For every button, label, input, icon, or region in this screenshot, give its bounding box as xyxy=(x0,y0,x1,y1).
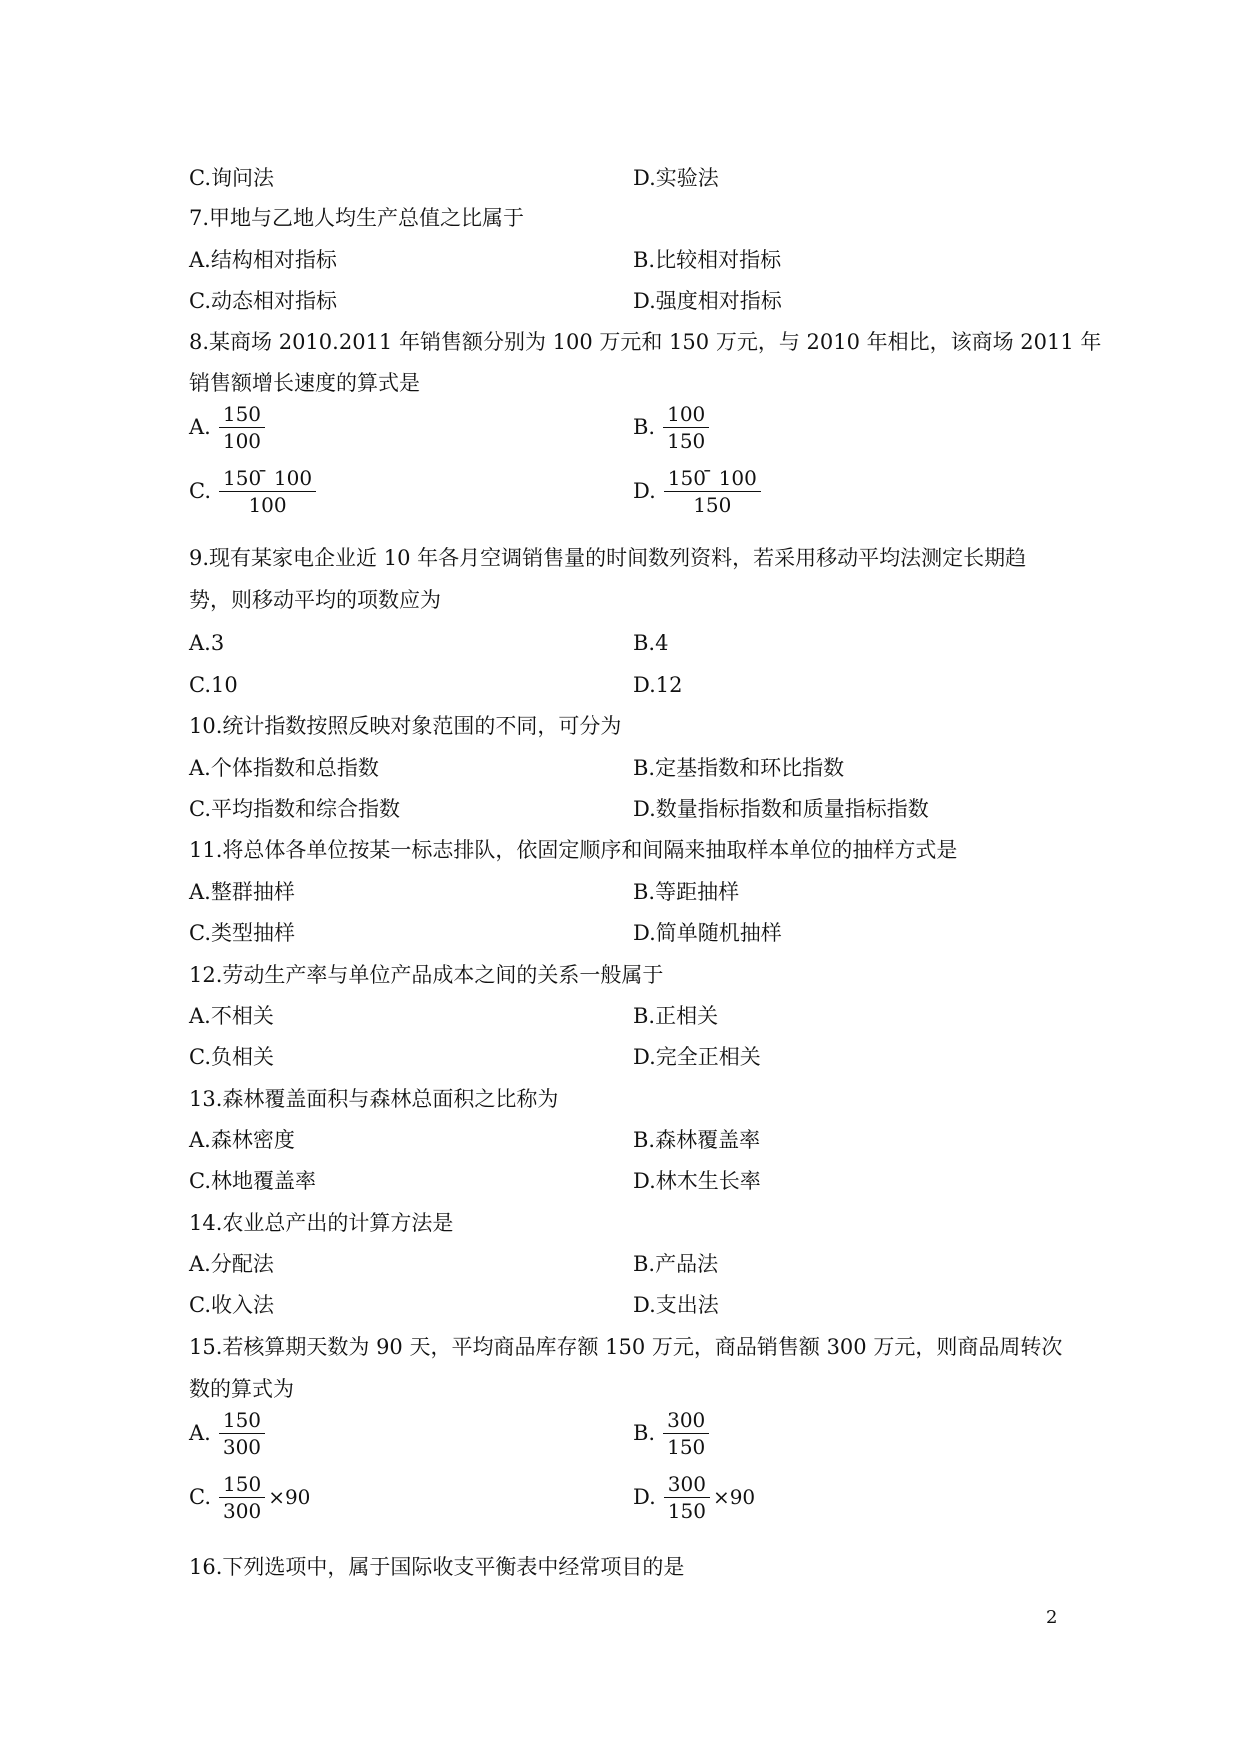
option-d: D.数量指标指数和质量指标指数 xyxy=(633,797,929,821)
option-row xyxy=(189,1125,1069,1157)
numerator: 300 xyxy=(664,1471,710,1498)
option-c: C.收入法 xyxy=(189,1293,274,1317)
question-13: 13.森林覆盖面积与森林总面积之比称为 xyxy=(189,1087,559,1111)
denominator: 150 xyxy=(667,428,706,453)
option-b: B.正相关 xyxy=(633,1004,719,1028)
option-row xyxy=(189,1166,1069,1198)
option-b: B.定基指数和环比指数 xyxy=(633,756,845,780)
formula-option-row xyxy=(189,460,1069,522)
option-row xyxy=(189,163,1069,195)
question-12: 12.劳动生产率与单位产品成本之间的关系一般属于 xyxy=(189,963,664,987)
question-9-line-1: 9.现有某家电企业近 10 年各月空调销售量的时间数列资料，若采用移动平均法测定长期趋 xyxy=(189,546,1027,570)
formula-option-c xyxy=(189,1466,310,1528)
option-row xyxy=(189,877,1069,909)
numerator: 150 xyxy=(219,1471,265,1498)
option-letter: B. xyxy=(633,1421,656,1445)
fraction xyxy=(664,465,761,518)
option-row xyxy=(189,286,1069,318)
question-11: 11.将总体各单位按某一标志排队，依固定顺序和间隔来抽取样本单位的抽样方式是 xyxy=(189,838,958,862)
option-d: D.完全正相关 xyxy=(633,1045,761,1069)
option-letter: B. xyxy=(633,415,656,439)
denominator: 300 xyxy=(222,1434,262,1459)
option-c: C.平均指数和综合指数 xyxy=(189,797,400,821)
numerator: 300 xyxy=(663,1407,709,1434)
denominator: 100 xyxy=(248,492,287,517)
option-letter: C. xyxy=(189,1485,211,1509)
question-14: 14.农业总产出的计算方法是 xyxy=(189,1211,454,1235)
formula-option-b xyxy=(633,396,709,458)
option-c: C.负相关 xyxy=(189,1045,274,1069)
option-b: B.比较相对指标 xyxy=(633,248,782,272)
option-row xyxy=(189,753,1069,785)
numerator: 150 xyxy=(219,1407,265,1434)
option-letter: A. xyxy=(189,415,211,439)
formula-option-row xyxy=(189,396,1069,458)
fraction xyxy=(219,465,316,518)
option-c: C.林地覆盖率 xyxy=(189,1169,316,1193)
formula-option-a xyxy=(189,396,265,458)
fraction xyxy=(664,1471,710,1524)
option-d: D.强度相对指标 xyxy=(633,289,782,313)
numerator: 150 ̄ 100 xyxy=(219,465,316,492)
page-number: 2 xyxy=(1046,1607,1058,1628)
option-row xyxy=(189,794,1069,826)
multiplier: ×90 xyxy=(712,1485,756,1509)
option-a: A.3 xyxy=(189,631,225,655)
option-row xyxy=(189,670,1069,702)
option-d: D.简单随机抽样 xyxy=(633,921,782,945)
option-b: B.森林覆盖率 xyxy=(633,1128,761,1152)
denominator: 150 xyxy=(667,1498,706,1523)
option-a: A.结构相对指标 xyxy=(189,248,337,272)
formula-option-c xyxy=(189,460,316,522)
question-16: 16.下列选项中，属于国际收支平衡表中经常项目的是 xyxy=(189,1555,685,1579)
option-letter: D. xyxy=(633,1485,656,1509)
fraction xyxy=(663,1407,709,1460)
option-a: A.分配法 xyxy=(189,1252,274,1276)
formula-option-row xyxy=(189,1402,1069,1464)
question-15-line-2: 数的算式为 xyxy=(189,1377,294,1401)
denominator: 300 xyxy=(223,1498,262,1523)
option-c: C.询问法 xyxy=(189,166,274,190)
option-c: C.10 xyxy=(189,673,238,697)
multiplier: ×90 xyxy=(268,1485,311,1509)
formula-option-d xyxy=(633,1466,755,1528)
option-b: B.4 xyxy=(633,631,669,655)
option-letter: C. xyxy=(189,479,211,503)
question-8-line-2: 销售额增长速度的算式是 xyxy=(189,371,420,395)
question-10: 10.统计指数按照反映对象范围的不同，可分为 xyxy=(189,714,622,738)
option-a: A.森林密度 xyxy=(189,1128,295,1152)
option-row xyxy=(189,245,1069,277)
denominator: 100 xyxy=(222,428,262,453)
denominator: 150 xyxy=(667,1434,706,1459)
option-d: D.支出法 xyxy=(633,1293,719,1317)
fraction xyxy=(663,401,709,454)
question-7: 7.甲地与乙地人均生产总值之比属于 xyxy=(189,206,525,230)
option-row xyxy=(189,1290,1069,1322)
option-letter: A. xyxy=(189,1421,211,1445)
denominator: 150 xyxy=(693,492,732,517)
fraction xyxy=(219,1407,265,1460)
option-row xyxy=(189,1249,1069,1281)
fraction xyxy=(219,1471,265,1524)
option-letter: D. xyxy=(633,479,656,503)
option-row xyxy=(189,918,1069,950)
option-row xyxy=(189,628,1069,660)
option-row xyxy=(189,1042,1069,1074)
numerator: 150 ̄ 100 xyxy=(664,465,761,492)
option-c: C.类型抽样 xyxy=(189,921,295,945)
question-15-line-1: 15.若核算期天数为 90 天，平均商品库存额 150 万元，商品销售额 300 万元，则商品周转次 xyxy=(189,1335,1063,1359)
option-a: A.个体指数和总指数 xyxy=(189,756,379,780)
numerator: 100 xyxy=(663,401,709,428)
question-8-line-1: 8.某商场 2010.2011 年销售额分别为 100 万元和 150 万元，与 2010 年相比，该商场 2011 年 xyxy=(189,330,1102,354)
option-row xyxy=(189,1001,1069,1033)
question-9-line-2: 势，则移动平均的项数应为 xyxy=(189,588,441,612)
option-b: B.产品法 xyxy=(633,1252,719,1276)
formula-option-b xyxy=(633,1402,712,1464)
option-a: A.整群抽样 xyxy=(189,880,295,904)
formula-option-a xyxy=(189,1402,268,1464)
formula-option-d xyxy=(633,460,761,522)
option-c: C.动态相对指标 xyxy=(189,289,337,313)
formula-option-row xyxy=(189,1466,1069,1528)
fraction xyxy=(219,401,265,454)
option-d: D.林木生长率 xyxy=(633,1169,761,1193)
option-b: B.等距抽样 xyxy=(633,880,740,904)
option-d: D.实验法 xyxy=(633,166,719,190)
option-d: D.12 xyxy=(633,673,683,697)
numerator: 150 xyxy=(219,401,265,428)
option-a: A.不相关 xyxy=(189,1004,274,1028)
